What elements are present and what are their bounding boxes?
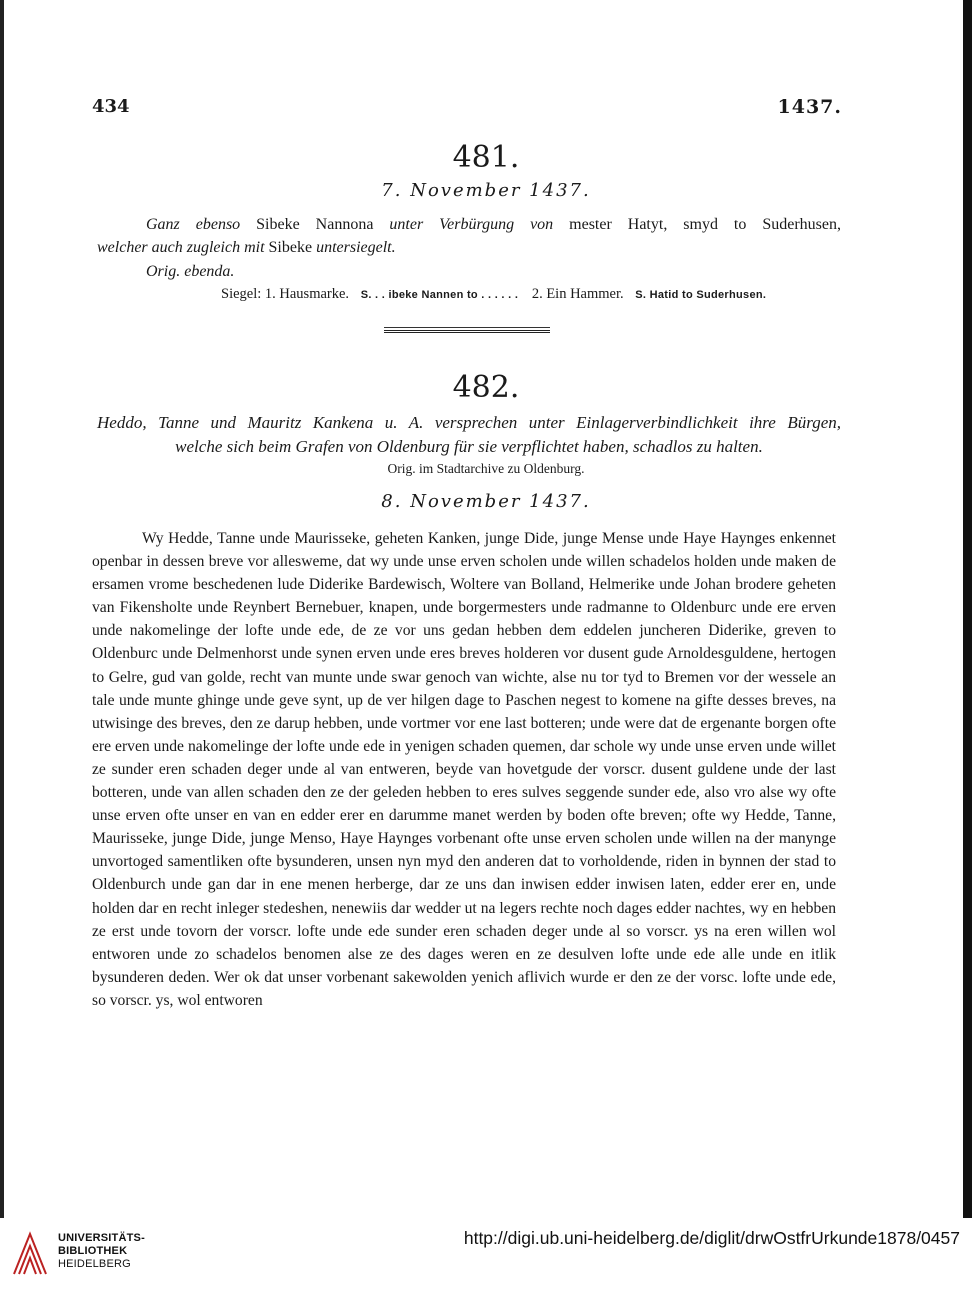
document-482-date: 8. November 1437.	[381, 491, 591, 512]
text-italic: welcher auch zugleich mit	[97, 239, 265, 256]
seal-2-label: 2. Ein Hammer.	[531, 286, 624, 302]
seal-2-inscription: S. Hatid to Suderhusen.	[635, 289, 767, 301]
document-481-date: 7. November 1437.	[381, 180, 591, 201]
document-481-number: 481.	[452, 140, 520, 175]
seal-label: Siegel: 1. Hausmarke.	[221, 286, 350, 302]
library-name-line2: BIBLIOTHEK	[58, 1245, 128, 1257]
body-paragraph: Wy Hedde, Tanne unde Maurisseke, geheten Kanken, junge Dide, junge Mense unde Haye Haynges enkennet openbar in dessen breve vor allesweme, dat wy unde unse erven scholen unde willen schadelos holden unde maken de ersamen vrome beschedenen lude Diderike Bardewisch, Woltere van Bolland, Helmerike unde Johan brodere geheten van Fikensholte unde Reynbert Bernebuer, knapen, unde borgermesters unde radmanne to Oldenburc unde ere erven unde nakomelinge der lofte unde ede, de ze vor uns gedan hebben dem eddelen juncheren Diderike, greven to Oldenburc unde Delmenhorst unde synen erven unde eres breves holderen vor dusent gude Arnoldesguldene, hertogen to Gelre, gud van golde, recht van munte unde swar genoch van wichte, alse nu tor tyd to Bremen vor der wessele an tale unde munte ghinge unde geve synt, up de ver hilgen dage to Paschen negest to komene na gifte desses breves, na utwisinge des breves, den ze darup hebben, unde vortmer vor ene last botteren; unde were dat de ergenante borgen ofte ere erven unde nakomelinge der lofte unde ede in yenigen schaden quemen, dar schole wy unde unse erven unde willet ze sunder eren schaden deger unde al van entweren, beyde van hovetgude der vorscr. dusent guldene unde der last botteren, unde van allen schaden den ze der geleden hebben to eres sulves seggende sunder ede, also vro alse wy ofte unse erven ofte unser en van en edder erer en darumme manet werden by boden ofte breven; ofte wy Hedde, Tanne, Maurisseke, junge Dide, junge Menso, Haye Haynges vorbenant ofte unse erven scholen unde willen na der manynge unvortoged samentliken ofte bysunderen, unsen nyn myd den anderen dat to vorholdende, riden in bynnen der stad to Oldenburch unde gan dar in ene menen herberge, dar ze uns dan inwisen edder inwisen laten, edder erer en, unde holden dar en recht inleger stedeshen, nenewiis dar wedder ut na legers rechte noch dages edder nachtes, wy en hebben ze erst unde tovorn der vorscr. lofte unde ede sunder eren schaden deger unde al so vorscr. ys na eren willen wol entworen unde zo schadelos benomen alse ze des dages weren en ze desulven lofte unde ede alle unde en itlik bysunderen deden. Wer ok dat unser vorbenant sakewolden yenich aflivich wurde er den ze der vorsc. lofte unde ede, so vorscr. ys, wol entworen	[92, 530, 836, 1009]
library-name-line3: HEIDELBERG	[58, 1258, 131, 1270]
text-italic: unter Verbürgung von	[389, 216, 554, 233]
text-italic: Ganz ebenso	[146, 216, 241, 233]
document-481-source: Orig. ebenda.	[146, 263, 235, 280]
text-plain: Sibeke	[264, 239, 317, 256]
text-italic: untersiegelt.	[316, 239, 396, 256]
document-482-number: 482.	[452, 370, 520, 405]
page-number: 434	[92, 96, 130, 117]
text-plain: mester Hatyt, smyd to Suderhusen,	[553, 216, 841, 233]
text-plain: Sibeke Nannona	[240, 216, 390, 233]
document-481-text-line2	[97, 237, 841, 260]
document-482-body	[92, 527, 836, 1012]
document-481-seals	[221, 286, 841, 303]
library-name	[58, 1232, 145, 1271]
document-482-archive: Orig. im Stadtarchive zu Oldenburg.	[387, 461, 585, 476]
library-logo-icon	[10, 1228, 50, 1278]
seal-1-inscription: S. . . ibeke Nannen to . . . . . .	[360, 289, 519, 301]
document-482-summary-line2: welche sich beim Grafen von Oldenburg für sie verpflichtet haben, schadlos zu halten.	[175, 437, 763, 456]
library-name-line1: UNIVERSITÄTS-	[58, 1232, 145, 1244]
source-url[interactable]: http://digi.ub.uni-heidelberg.de/diglit/drwOstfrUrkunde1878/0457	[463, 1228, 960, 1248]
document-481-text-line1	[146, 214, 841, 237]
running-header-year: 1437.	[777, 96, 842, 118]
section-divider	[384, 327, 550, 333]
footer-bar	[0, 1218, 972, 1289]
document-482-summary-line1: Heddo, Tanne und Mauritz Kankena u. A. versprechen unter Einlagerverbindlichkeit ihre Bürgen,	[97, 413, 841, 432]
